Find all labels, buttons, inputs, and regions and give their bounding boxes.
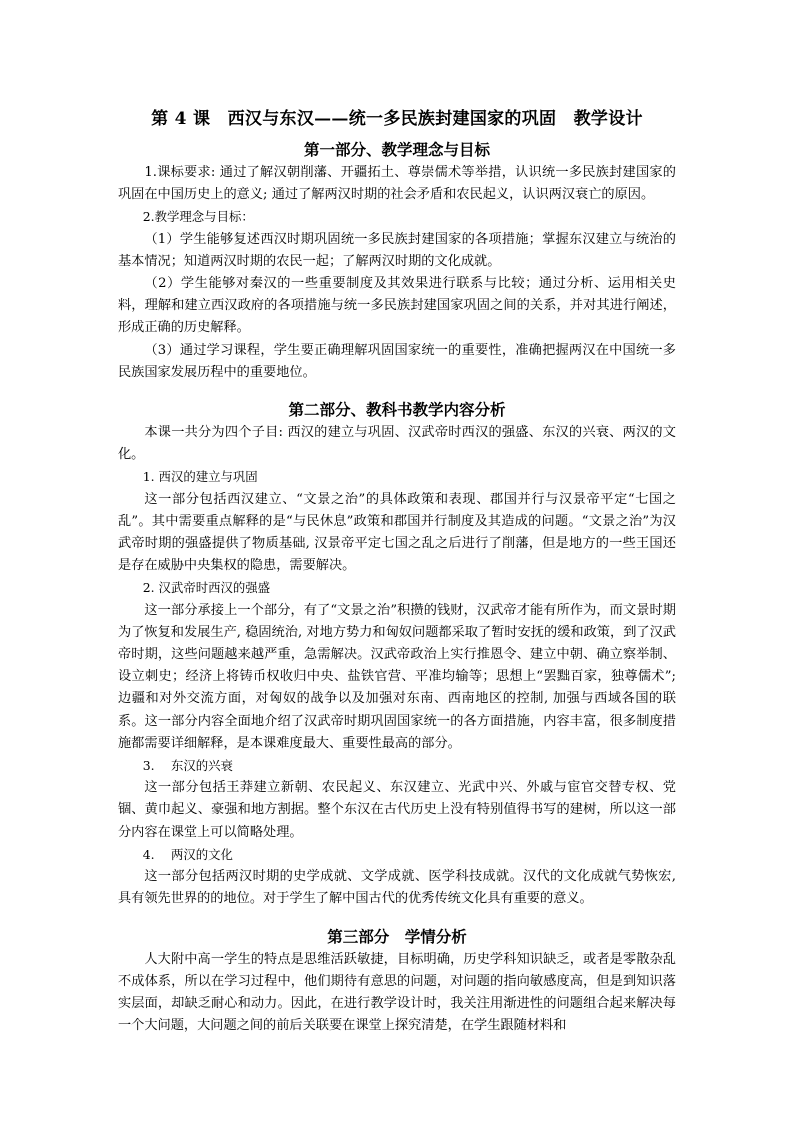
curriculum-requirement-paragraph: 1.课标要求: 通过了解汉朝削藩、开疆拓土、尊崇儒术等举措，认识统一多民族封建国家的巩固在中国历史上的意义; 通过了解两汉时期的社会矛盾和农民起义，认识两汉衰亡的原因。 [118,165,676,203]
objective-3-paragraph: （3）通过学习课程，学生要正确理解巩固国家统一的重要性，准确把握两汉在中国统一多民族国家发展历程中的重要地位。 [118,342,676,380]
subtopic-3-heading: 3. 东汉的兴衰 [142,758,233,774]
subtopic-3-paragraph: 这一部分包括王莽建立新朝、农民起义、东汉建立、光武中兴、外戚与宦官交替专权、党锢、黄巾起义、豪强和地方割据。整个东汉在古代历史上没有特别值得书写的建树，所以这一部分内容在课堂上可以简略处理。 [118,780,676,840]
subtopic-1-heading: 1. 西汉的建立与巩固 [142,469,258,485]
subtopic-1-paragraph: 这一部分包括西汉建立、“文景之治”的具体政策和表现、郡国并行与汉景帝平定“七国之乱”。其中需要重点解释的是“与民休息”政策和郡国并行制度及其造成的问题。“文景之治”为汉武帝时期的强盛提供了物质基础, 汉景帝平定七国之乱之后进行了削藩，但是地方的一些王国还是存在威胁中央集权的隐患，需要解决。 [118,491,676,574]
document-page [118,104,676,1037]
subtopic-2-heading: 2. 汉武帝时西汉的强盛 [142,580,271,596]
section-heading-student-analysis: 第三部分 学情分析 [327,926,467,946]
document-title: 第 4 课 西汉与东汉——统一多民族封建国家的巩固 教学设计 [151,109,643,129]
subtopic-4-heading: 4. 两汉的文化 [142,846,233,862]
student-analysis-paragraph: 人大附中高一学生的特点是思维活跃敏捷，目标明确，历史学科知识缺乏，或者是零散杂乱不成体系，所以在学习过程中，他们期待有意思的问题，对问题的指向敏感度高，但是到知识落实层面，却缺乏耐心和动力。因此，在进行教学设计时，我关注用渐进性的问题组合起来解决每一个大问题，大问题之间的前后关联要在课堂上探究清楚，在学生跟随材料和 [118,951,676,1034]
subtopic-4-paragraph: 这一部分包括两汉时期的史学成就、文学成就、医学科技成就。汉代的文化成就气势恢宏, 具有领先世界的的地位。对于学生了解中国古代的优秀传统文化具有重要的意义。 [118,869,676,907]
objective-1-paragraph: （1）学生能够复述西汉时期巩固统一多民族封建国家的各项措施；掌握东汉建立与统治的基本情况；知道两汉时期的农民一起；了解两汉时期的文化成就。 [118,231,676,269]
teaching-philosophy-subheading: 2.教学理念与目标： [142,209,254,225]
objective-2-paragraph: （2）学生能够对秦汉的一些重要制度及其效果进行联系与比较；通过分析、运用相关史料，理解和建立西汉政府的各项措施与统一多民族封建国家巩固之间的关系，并对其进行阐述，形成正确的历史解释。 [118,276,676,336]
content-overview-paragraph: 本课一共分为四个子目: 西汉的建立与巩固、汉武帝时西汉的强盛、东汉的兴衰、两汉的文化。 [118,425,676,463]
subtopic-2-paragraph: 这一部分承接上一个部分，有了“文景之治”积攒的钱财，汉武帝才能有所作为，而文景时期为了恢复和发展生产, 稳固统治, 对地方势力和匈奴问题都采取了暂时安抚的缓和政策，到了汉武帝时期，这些问题越来越严重，急需解决。汉武帝政治上实行推恩令、建立中朝、确立察举制、设立刺史；经济上将铸币权收归中央、盐铁官营、平准均输等；思想上“罢黜百家，独尊儒术”; 边疆和对外交流方面，对匈奴的战争以及加强对东南、西南地区的控制, 加强与西域各国的联系。这一部分内容全面地介绍了汉武帝时期巩固国家统一的各方面措施，内容丰富，很多制度措施都需要详细解释，是本课难度最大、重要性最高的部分。 [118,602,676,751]
section-heading-content-analysis: 第二部分、教科书教学内容分析 [288,400,506,420]
section-heading-objectives: 第一部分、教学理念与目标 [303,140,490,159]
